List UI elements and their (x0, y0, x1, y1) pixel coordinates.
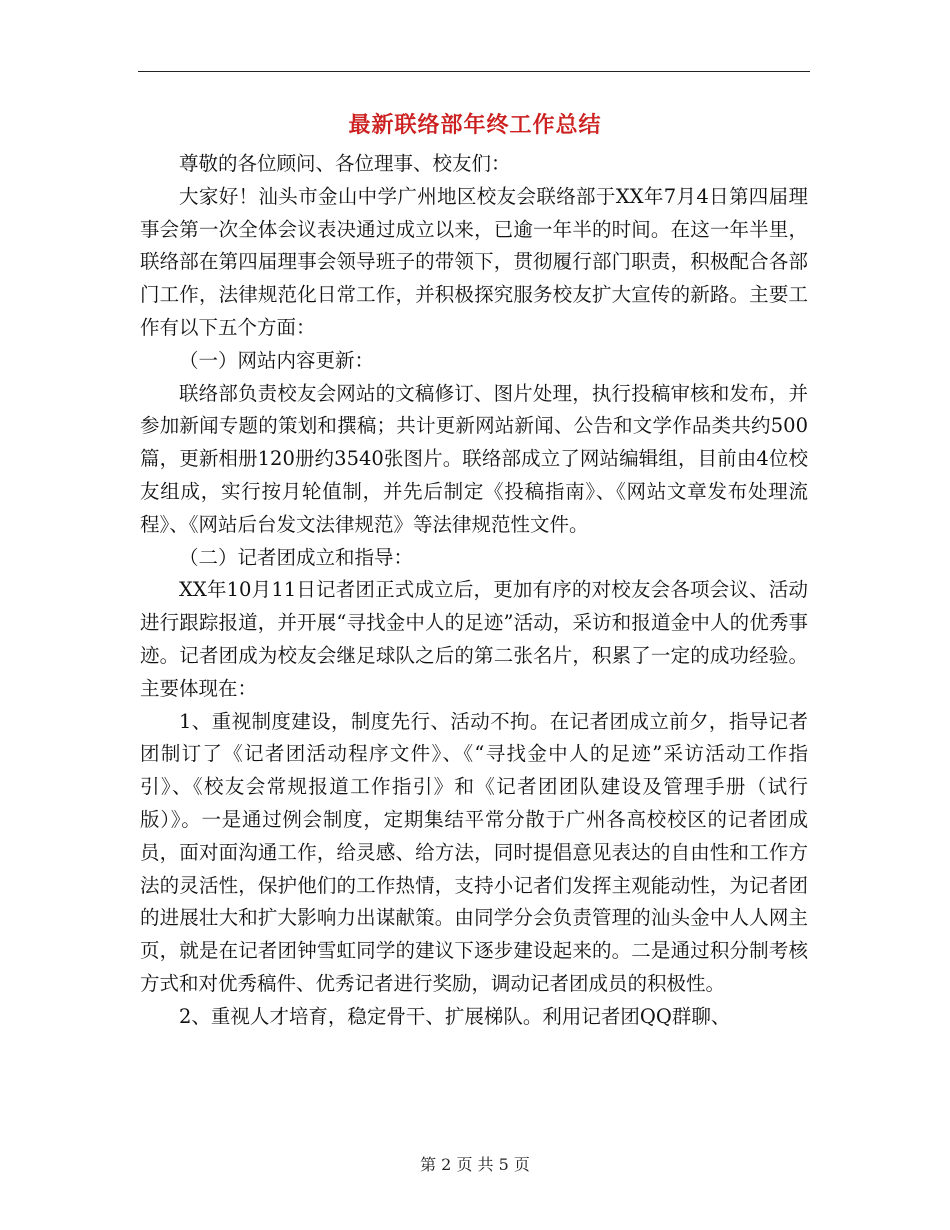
paragraph-point-2: 2、重视人才培育，稳定骨干、扩展梯队。利用记者团QQ群聊、 (179, 1004, 731, 1028)
page-number: 第 2 页 共 5 页 (420, 1155, 530, 1174)
section-heading-website: （一）网站内容更新： (179, 348, 375, 372)
header-rule (138, 71, 810, 72)
paragraph-website: 联络部负责校友会网站的文稿修订、图片处理，执行投稿审核和发布，并参加新闻专题的策划和撰稿；共计更新网站新闻、公告和文学作品类共约500篇，更新相册120册约3540张图片。联络部成立了网站编辑组，目前由4位校友组成，实行按月轮值制，并先后制定《投稿指南》、《网站文章发布处理流程》、《网站后台发文法律规范》等法律规范性文件。 (140, 381, 808, 536)
document-body (140, 148, 808, 1034)
document-title: 最新联络部年终工作总结 (348, 112, 602, 138)
section-heading-reporters: （二）记者团成立和指导： (179, 545, 414, 569)
paragraph-intro: 大家好！汕头市金山中学广州地区校友会联络部于XX年7月4日第四届理事会第一次全体会议表决通过成立以来，已逾一年半的时间。在这一年半里，联络部在第四届理事会领导班子的带领下，贯彻履行部门职责，积极配合各部门工作，法律规范化日常工作，并积极探究服务校友扩大宣传的新路。主要工作有以下五个方面： (140, 184, 808, 339)
paragraph-salutation: 尊敬的各位顾问、各位理事、校友们： (179, 152, 511, 175)
paragraph-point-1: 1、重视制度建设，制度先行、活动不拘。在记者团成立前夕，指导记者团制订了《记者团活动程序文件》、《“寻找金中人的足迹”采访活动工作指引》、《校友会常规报道工作指引》和《记者团团队建设及管理手册（试行版）》。一是通过例会制度，定期集结平常分散于广州各高校校区的记者团成员，面对面沟通工作，给灵感、给方法，同时提倡意见表达的自由性和工作方法的灵活性，保护他们的工作热情，支持小记者们发挥主观能动性，为记者团的进展壮大和扩大影响力出谋献策。由同学分会负责管理的汕头金中人人网主页，就是在记者团钟雪虹同学的建议下逐步建设起来的。二是通过积分制考核方式和对优秀稿件、优秀记者进行奖励，调动记者团成员的积极性。 (140, 709, 808, 995)
paragraph-reporters: XX年10月11日记者团正式成立后，更加有序的对校友会各项会议、活动进行跟踪报道，并开展“寻找金中人的足迹”活动，采访和报道金中人的优秀事迹。记者团成为校友会继足球队之后的第二张名片，积累了一定的成功经验。主要体现在： (140, 578, 808, 700)
